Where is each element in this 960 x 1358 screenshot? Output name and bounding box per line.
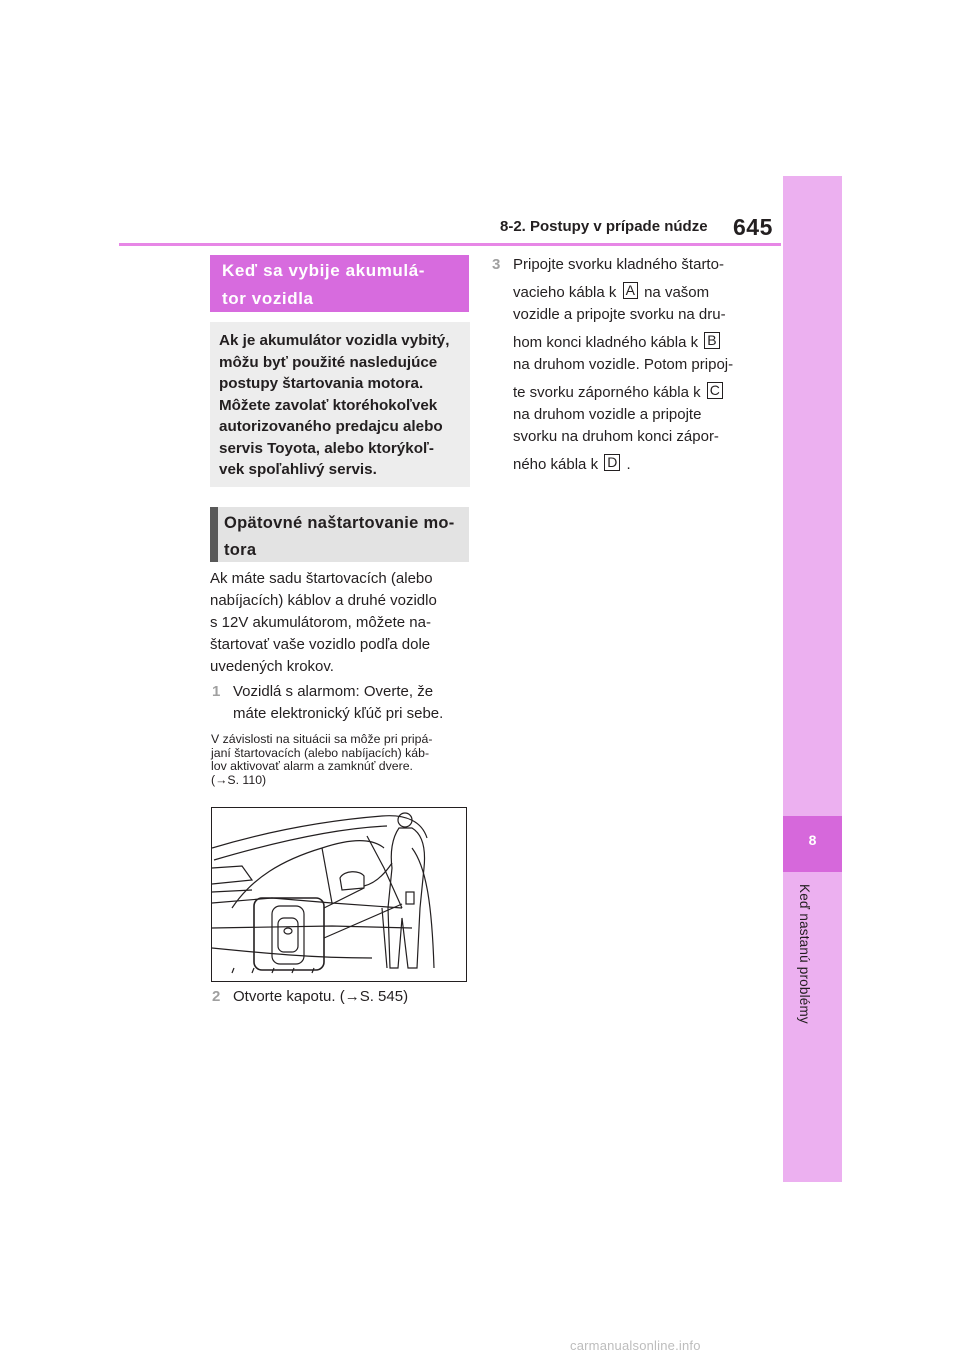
section-heading-line: tor vozidla	[222, 289, 314, 308]
step-line: svorku na druhom konci zápor-	[513, 428, 719, 445]
step-line-text: na vašom	[644, 284, 710, 301]
step-line	[513, 332, 722, 354]
subsection-heading-line: Opätovné naštartovanie mo-	[224, 514, 455, 532]
step-line: Otvorte kapotu. (→S. 545)	[233, 988, 409, 1005]
label-c: C	[707, 382, 723, 399]
step-2	[212, 986, 474, 1008]
step-line-text: te svorku záporného kábla k	[513, 384, 701, 401]
info-line: postupy štartovania motora.	[219, 375, 424, 392]
note-line: (→S. 110)	[211, 772, 267, 787]
section-heading-line: Keď sa vybije akumulá-	[222, 261, 426, 280]
chapter-label: Keď nastanú problémy	[797, 884, 812, 1024]
chapter-number: 8	[808, 832, 817, 848]
step-line: máte elektronický kľúč pri sebe.	[233, 705, 444, 722]
info-line: vek spoľahlivý servis.	[219, 461, 377, 478]
step-line-text: hom konci kladného kábla k	[513, 334, 699, 351]
step-number: 2	[212, 988, 221, 1005]
note-line: lov aktivovať alarm a zamknúť dvere.	[211, 759, 413, 773]
label-d: D	[604, 454, 620, 471]
step-line: na druhom vozidle a pripojte	[513, 406, 702, 423]
note-line: janí štartovacích (alebo nabíjacích) káb-	[211, 745, 430, 760]
subsection-heading-line: tora	[224, 541, 257, 559]
intro-line: s 12V akumulátorom, môžete na-	[210, 614, 431, 631]
intro-line: uvedených krokov.	[210, 658, 334, 675]
step-line	[513, 454, 631, 476]
info-line: Môžete zavolať ktoréhokoľvek	[219, 396, 438, 414]
car-door-illustration	[212, 808, 466, 981]
intro-paragraph	[210, 568, 472, 678]
label-a: A	[623, 282, 638, 299]
step-line	[513, 282, 709, 304]
info-line: Ak je akumulátor vozidla vybitý,	[219, 332, 450, 349]
step-line-text: .	[626, 456, 631, 473]
step-line	[513, 382, 725, 404]
step-line: na druhom vozidle. Potom pripoj-	[513, 356, 734, 373]
info-line: servis Toyota, alebo ktorýkoľ-	[219, 439, 434, 457]
note	[211, 733, 476, 787]
section-heading	[210, 255, 469, 312]
step-line-text: ného kábla k	[513, 456, 599, 473]
section-title: 8-2. Postupy v prípade núdze	[500, 218, 708, 235]
step-line-text: vacieho kábla k	[513, 284, 617, 301]
subsection-heading	[210, 507, 469, 562]
step-3	[492, 254, 782, 484]
info-box	[210, 322, 470, 487]
note-line: V závislosti na situácii sa môže pri pripá-	[211, 732, 433, 746]
info-line: autorizovaného predajcu alebo	[219, 418, 443, 435]
step-number: 1	[212, 683, 221, 700]
step-line: Pripojte svorku kladného štarto-	[513, 256, 724, 273]
label-b: B	[704, 332, 719, 349]
intro-line: Ak máte sadu štartovacích (alebo	[210, 570, 433, 587]
info-line: môžu byť použité nasledujúce	[219, 353, 438, 371]
intro-line: nabíjacích) káblov a druhé vozidlo	[210, 592, 437, 609]
footer-watermark: carmanualsonline.info	[570, 1338, 701, 1353]
header-rule	[119, 243, 781, 246]
step-1	[212, 681, 474, 725]
step-line: vozidle a pripojte svorku na dru-	[513, 306, 726, 323]
page-number: 645	[733, 214, 773, 240]
step-number: 3	[492, 256, 501, 273]
illustration-car-key	[211, 807, 467, 982]
intro-line: štartovať vaše vozidlo podľa dole	[210, 636, 431, 653]
step-line: Vozidlá s alarmom: Overte, že	[233, 683, 434, 700]
